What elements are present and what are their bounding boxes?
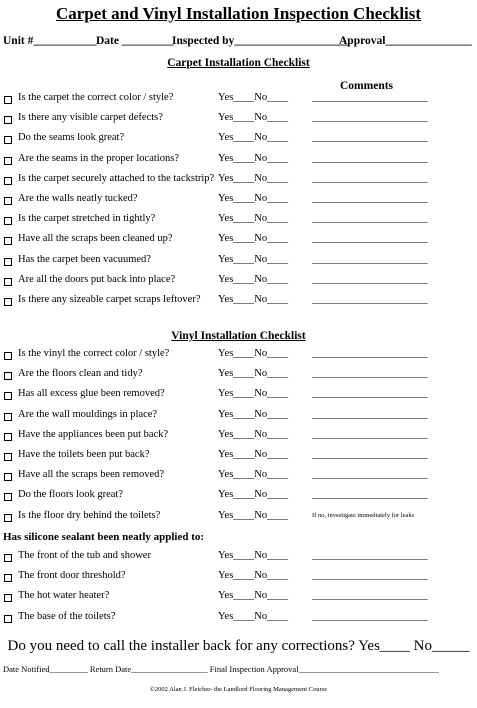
checklist-item [0, 489, 477, 505]
checklist-item [0, 409, 477, 425]
checklist-item [0, 510, 477, 526]
checklist-item [0, 550, 477, 566]
comment-field[interactable]: ______________________ [312, 610, 428, 622]
question-text: Is the vinyl the correct color / style? [18, 348, 170, 359]
question-text: The hot water heater? [18, 590, 110, 602]
comment-field[interactable]: ______________________ [312, 132, 428, 144]
checklist-item [0, 254, 477, 270]
comment-field[interactable]: ______________________ [312, 428, 428, 440]
comment-field[interactable]: ______________________ [312, 273, 428, 285]
yes-no-field[interactable]: Yes____No____ [218, 273, 289, 285]
yes-no-field[interactable]: Yes____No____ [218, 92, 289, 103]
vinyl-section-heading: Vinyl Installation Checklist [171, 330, 306, 342]
comment-field[interactable]: ______________________ [312, 233, 428, 245]
checklist-item [0, 611, 477, 627]
yes-no-field[interactable]: Yes____No____ [218, 112, 289, 124]
checkbox[interactable] [4, 237, 12, 245]
item-note: If no, investigate immediately for leaks [312, 511, 415, 519]
unit-field[interactable]: Unit #___________ [3, 35, 97, 47]
checklist-item [0, 590, 477, 606]
checklist-item [0, 132, 477, 148]
question-text: Are the floors clean and tidy? [18, 368, 143, 380]
question-text: The base of the toilets? [18, 610, 116, 622]
yes-no-field[interactable]: Yes____No____ [218, 550, 289, 561]
checklist-item [0, 294, 477, 310]
question-text: Have all the scraps been cleaned up? [18, 233, 173, 245]
yes-no-field[interactable]: Yes____No____ [218, 610, 289, 622]
checklist-item [0, 469, 477, 485]
checkbox[interactable] [4, 514, 12, 522]
comment-field[interactable]: ______________________ [312, 550, 428, 561]
yes-no-field[interactable]: Yes____No____ [218, 449, 289, 460]
date-field[interactable]: Date _________ [96, 35, 174, 47]
question-text: The front door threshold? [18, 570, 126, 582]
question-text: The front of the tub and shower [18, 550, 151, 561]
yes-no-field[interactable]: Yes____No____ [218, 233, 289, 245]
silicone-section-heading: Has silicone sealant been neatly applied to: [3, 531, 205, 543]
checkbox[interactable] [4, 116, 12, 124]
checkbox[interactable] [4, 392, 12, 400]
comment-field[interactable]: ______________________ [312, 294, 428, 305]
question-text: Are all the doors put back into place? [18, 273, 176, 285]
checkbox[interactable] [4, 372, 12, 380]
yes-no-field[interactable]: Yes____No____ [218, 132, 289, 144]
question-text: Is the carpet stretched in tightly? [18, 213, 156, 225]
inspected-by-field[interactable]: Inspected by____________________ [172, 35, 350, 47]
question-text: Is there any sizeable carpet scraps leftover? [18, 294, 201, 305]
comment-field[interactable]: ______________________ [312, 449, 428, 460]
question-text: Have all the scraps been removed? [18, 469, 165, 481]
yes-no-field[interactable]: Yes____No____ [218, 428, 289, 440]
checkbox[interactable] [4, 453, 12, 461]
checklist-item [0, 368, 477, 384]
comment-field[interactable]: ______________________ [312, 489, 428, 501]
question-text: Is there any visible carpet defects? [18, 112, 163, 124]
checkbox[interactable] [4, 278, 12, 286]
yes-no-field[interactable]: Yes____No____ [218, 408, 289, 420]
comment-field[interactable]: ______________________ [312, 348, 428, 359]
checklist-item [0, 388, 477, 404]
checklist-item [0, 348, 477, 364]
carpet-section-heading: Carpet Installation Checklist [167, 57, 310, 69]
checklist-item [0, 449, 477, 465]
checklist-item [0, 92, 477, 108]
comment-field[interactable]: ______________________ [312, 469, 428, 481]
checklist-item [0, 173, 477, 189]
comment-field[interactable]: ______________________ [312, 112, 428, 124]
checklist-item [0, 112, 477, 128]
page-title: Carpet and Vinyl Installation Inspection Checklist [55, 4, 422, 23]
checkbox[interactable] [4, 493, 12, 501]
question-text: Are the walls neatly tucked? [18, 193, 138, 204]
yes-no-field[interactable]: Yes____No____ [218, 253, 289, 265]
checklist-item [0, 153, 477, 169]
checklist-item [0, 213, 477, 229]
yes-no-field[interactable]: Yes____No____ [218, 193, 289, 204]
question-text: Do the floors look great? [18, 489, 123, 501]
question-text: Has the carpet been vacuumed? [18, 253, 151, 265]
question-text: Do the seams look great? [18, 132, 125, 144]
footer-fields: Date Notified_________ Return Date__________________ Final Inspection Approval_________________________________ [3, 664, 439, 674]
yes-no-field[interactable]: Yes____No____ [218, 152, 289, 164]
yes-no-field[interactable]: Yes____No____ [218, 213, 289, 225]
comment-field[interactable]: ______________________ [312, 570, 428, 582]
checkbox[interactable] [4, 554, 12, 562]
question-text: Are the seams in the proper locations? [18, 152, 179, 164]
comment-field[interactable]: ______________________ [312, 590, 428, 602]
comment-field[interactable]: ______________________ [312, 368, 428, 380]
checkbox[interactable] [4, 352, 12, 360]
question-text: Have the toilets been put back? [18, 449, 150, 460]
question-text: Is the carpet the correct color / style? [18, 92, 174, 103]
checkbox[interactable] [4, 177, 12, 185]
approval-field[interactable]: Approval_______________ [339, 35, 472, 47]
comment-field[interactable]: ______________________ [312, 193, 428, 204]
checkbox[interactable] [4, 96, 12, 104]
checkbox[interactable] [4, 433, 12, 441]
checklist-item [0, 274, 477, 290]
comment-field[interactable]: ______________________ [312, 408, 428, 420]
checklist-item [0, 193, 477, 209]
question-text: Is the carpet securely attached to the tackstrip? [18, 172, 215, 184]
question-text: Is the floor dry behind the toilets? [18, 509, 161, 521]
comment-field[interactable]: ______________________ [312, 388, 428, 400]
comment-field[interactable]: ______________________ [312, 213, 428, 225]
yes-no-field[interactable]: Yes____No____ [218, 489, 289, 501]
question-text: Have the appliances been put back? [18, 428, 169, 440]
checklist-item [0, 570, 477, 586]
yes-no-field[interactable]: Yes____No____ [218, 172, 289, 184]
checkbox[interactable] [4, 157, 12, 165]
checkbox[interactable] [4, 413, 12, 421]
checkbox[interactable] [4, 217, 12, 225]
comments-column-label: Comments [340, 80, 394, 92]
checkbox[interactable] [4, 473, 12, 481]
yes-no-field[interactable]: Yes____No____ [218, 368, 289, 380]
yes-no-field[interactable]: Yes____No____ [218, 469, 289, 481]
comment-field[interactable]: ______________________ [312, 92, 428, 103]
comment-field[interactable]: ______________________ [312, 172, 428, 184]
checkbox[interactable] [4, 615, 12, 623]
question-text: Has all excess glue been removed? [18, 388, 165, 400]
yes-no-field[interactable]: Yes____No____ [218, 509, 289, 521]
checkbox[interactable] [4, 136, 12, 144]
copyright-line: ©2002 Alan J. Fletcher- the Landlord Flooring Management Course [149, 686, 328, 693]
checkbox[interactable] [4, 258, 12, 266]
yes-no-field[interactable]: Yes____No____ [218, 348, 289, 359]
question-text: Are the wall mouldings in place? [18, 408, 158, 420]
comment-field[interactable]: ______________________ [312, 253, 428, 265]
checkbox[interactable] [4, 197, 12, 205]
checklist-item [0, 429, 477, 445]
yes-no-field[interactable]: Yes____No____ [218, 590, 289, 602]
callback-question: Do you need to call the installer back for any corrections? Yes____ No_____ [7, 638, 470, 654]
checkbox[interactable] [4, 574, 12, 582]
checklist-item [0, 233, 477, 249]
checkbox[interactable] [4, 298, 12, 306]
checkbox[interactable] [4, 594, 12, 602]
yes-no-field[interactable]: Yes____No____ [218, 388, 289, 400]
yes-no-field[interactable]: Yes____No____ [218, 294, 289, 305]
yes-no-field[interactable]: Yes____No____ [218, 570, 289, 582]
comment-field[interactable]: ______________________ [312, 152, 428, 164]
